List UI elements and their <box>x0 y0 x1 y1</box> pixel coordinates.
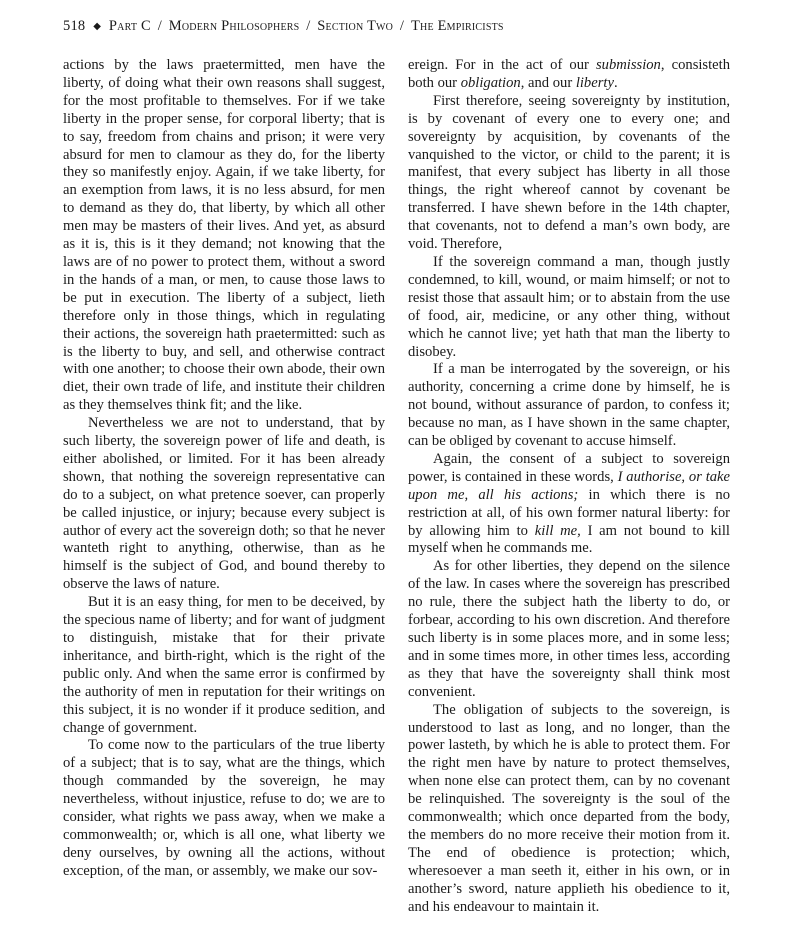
paragraph: ereign. For in the act of our submission, consisteth both our obligation, and our liberty. <box>408 57 730 91</box>
section-label: The Empiricists <box>410 18 504 34</box>
paragraph: The obligation of subjects to the sovereign, is understood to last as long, and no longer, than the power lasteth, by which he is able to protect them. For the right men have by nature to protect themselves, when none else can protect them, can by no covenant be relinquished. The sovereignty is the soul of the commonwealth; which once departed from the body, the members do no more receive their motion from it. The end of obedience is protection; which, wheresoever a man seeth it, either in his own, or in another’s sword, nature applieth his obedience to it, and his endeavour to maintain it. <box>408 701 730 915</box>
paragraph: If a man be interrogated by the sovereign, or his authority, concerning a crime done by himself, he is not bound, without assurance of pardon, to confess it; because no man, as I have shown in the same chapter, can be obliged by covenant to accuse himself. <box>408 361 730 450</box>
bullet-icon: ◆ <box>93 21 102 32</box>
paragraph: Nevertheless we are not to understand, that by such liberty, the sovereign power of life and death, is either abolished, or limited. For it has been already shown, that nothing the sovereign representative can do to a subject, on what pretence soever, can properly be called injustice, or injury; because every subject is author of every act the sovereign doth; so that he never wanteth right to anything, otherwise, than as he himself is the subject of God, and bound thereby to observe the laws of nature. <box>63 415 385 593</box>
paragraph: actions by the laws praetermitted, men have the liberty, of doing what their own reasons shall suggest, for the most profitable to themselves. For if we take liberty in the proper sense, for corporal liberty; that is to say, freedom from chains and prison; it were very absurd for men to clamour as they do, for the liberty they so manifestly enjoy. Again, if we take liberty, for an exemption from laws, it is no less absurd, for men to demand as they do, that liberty, by which all other men may be masters of their lives. And yet, as absurd as it is, this is it they demand; not knowing that the laws are of no power to protect them, without a sword in the hands of a man, or men, to cause those laws to be put in execution. The liberty of a subject, lieth therefore only in those things, which in regulating their actions, the sovereign hath praetermitted: such as is the liberty to buy, and sell, and otherwise contract with one another; to choose their own abode, their own diet, their own trade of life, and institute their children as they themselves think fit; and the like. <box>63 57 385 414</box>
paragraph: First therefore, seeing sovereignty by institution, is by covenant of every one to every one; and sovereignty by acquisition, by covenants of the vanquished to the victor, or child to the parent; it is manifest, that every subject has liberty in all those things, the right whereof cannot by covenant be transferred. I have shewn before in the 14th chapter, that covenants, not to defend a man’s own body, are void. Therefore, <box>408 92 730 253</box>
right-column <box>408 57 730 917</box>
running-header <box>63 18 743 35</box>
paragraph: As for other liberties, they depend on the silence of the law. In cases where the sovereign has prescribed no rule, there the subject hath the liberty to do, or forbear, according to his own discretion. And therefore such liberty is in some places more, and in some less; and in some times more, in other times less, according as they that have the sovereignty shall think most convenient. <box>408 558 730 700</box>
part-label: Part C <box>108 18 151 34</box>
section-label: Modern Philosophers <box>168 18 300 34</box>
paragraph: To come now to the particulars of the true liberty of a subject; that is to say, what are the things, which though commanded by the sovereign, he may nevertheless, without injustice, refuse to do; we are to consider, what rights we pass away, when we make a commonwealth; or, which is all one, what liberty we deny ourselves, by owning all the actions, without exception, of the man, or assembly, we make our sov- <box>63 737 385 879</box>
section-label: Section Two <box>317 18 394 34</box>
header-separator: / <box>399 18 405 34</box>
header-separator: / <box>157 18 162 34</box>
paragraph: If the sovereign command a man, though justly condemned, to kill, wound, or maim himself; or not to resist those that assault him; or to abstain from the use of food, air, medicine, or any other thing, without which he cannot live; yet hath that man the liberty to disobey. <box>408 253 730 360</box>
left-column <box>63 57 385 881</box>
header-separator: / <box>306 18 311 34</box>
paragraph: But it is an easy thing, for men to be deceived, by the specious name of liberty; and for want of judgment to distinguish, mistake that for their private inheritance, and birth-right, which is the right of the public only. And when the same error is confirmed by the authority of men in reputation for their writings on this subject, it is no wonder if it produce sedition, and change of government. <box>63 594 385 736</box>
page-number: 518 <box>63 18 86 34</box>
paragraph: Again, the consent of a subject to sovereign power, is contained in these words, I authorise, or take upon me, all his actions; in which there is no restriction at all, of his own former natural liberty: for by allowing him to kill me, I am not bound to kill myself when he commands me. <box>408 450 731 557</box>
